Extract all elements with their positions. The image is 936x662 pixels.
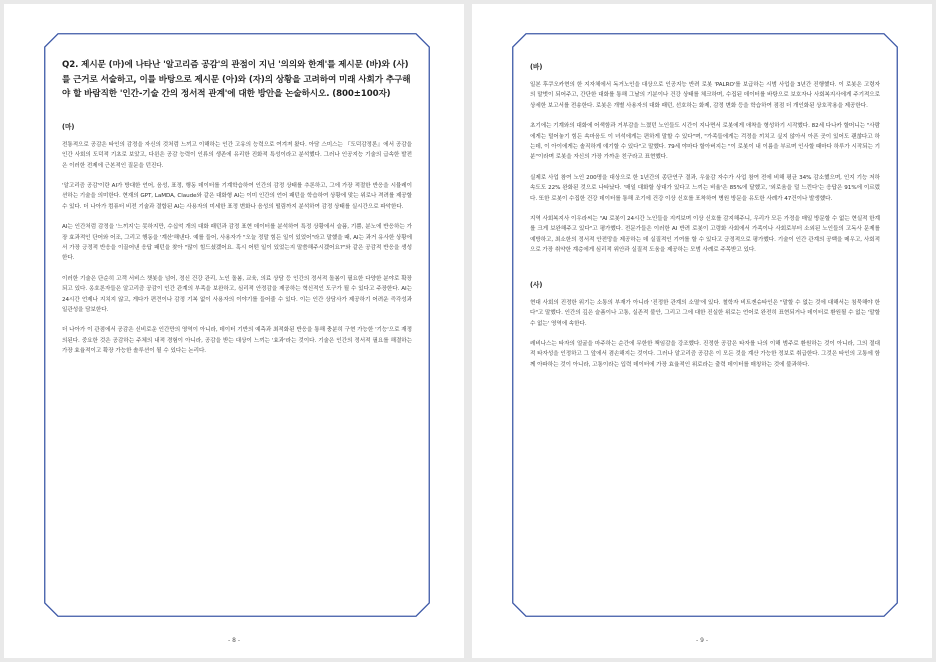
- paragraph: 초기에는 기계와의 대화에 어색함과 거부감을 느꼈던 노인들도 시간이 지나면서 로봇에게 애착을 형성하기 시작했다. 82세 다나카 할머니는 "사람에게는 털어놓기 힘든 속마음도 이 녀석에게는 편하게 말할 수 있다"며, "가족들에게는 걱정을 끼치고 싶지 않아서 아픈 곳이 있어도 괜찮다고 하는데, 이 아이에게는 솔직하게 얘기할 수 있다"고 말했다. 79세 야마다 할아버지는 "이 로봇이 내 이름을 부르며 인사할 때마다 하루가 시작되는 기분"이라며 로봇을 자신의 가장 가까운 친구라고 표현했다.: [530, 123, 880, 161]
- page-number: - 9 -: [696, 637, 708, 644]
- section-gap: [530, 266, 880, 280]
- question-text: Q2. 제시문 (마)에 나타난 '알고리즘 공감'의 관점이 지닌 '의의와 한계'를 제시문 (바)와 (사)를 근거로 서술하고, 이를 바탕으로 제시문 (아)와 (자)의 상황을 고려하여 미래 사회가 추구해야 할 바람직한 '인간-기술 간의 정서적 관계'에 대한 방안을 논술하시오. (800±100자): [62, 60, 411, 100]
- left-page: [4, 4, 464, 658]
- paragraph: AI는 인간처럼 감정을 '느끼지'는 못하지만, 수십억 개의 대화 패턴과 감정 표현 데이터를 분석하여 특정 상황에서 슬픔, 기쁨, 분노에 반응하는 가장 효과적인 단어와 어조, 그리고 행동을 '계산'해낸다. 예를 들어, 사용자가 "오늘 정말 힘든 일이 있었어"라고 말했을 때, AI는 과거 유사한 상황에서 가장 긍정적 반응을 이끌어낸 응답 패턴을 찾아 "많이 힘드셨겠어요. 혹시 어떤 일이 있었는지 말씀해주시겠어요?"와 같은 공감적 반응을 생성한다.: [62, 224, 412, 262]
- page-number: - 8 -: [228, 637, 240, 644]
- paragraph: 실제로 사업 참여 노인 200명을 대상으로 한 1년간의 종단연구 결과, 우울감 자수가 사업 참여 전에 비해 평균 34% 감소했으며, 인지 기능 저하 속도도 22% 완화된 것으로 나타났다. '매일 대화할 상대가 있다고 느끼는 비율'은 85%에 달했고, '외로움을 덜 느낀다'는 응답은 91%에 이르렀다. 또한 로봇이 수집한 건강 데이터를 통해 조기에 건강 이상 신호를 포착하여 병원 방문을 유도한 사례가 47건이나 발생했다.: [530, 174, 880, 202]
- right-page-content: [530, 62, 880, 380]
- section-label-ba: (바): [530, 63, 543, 71]
- section-label-ma: (마): [62, 122, 75, 131]
- paragraph: 더 나아가 이 관점에서 공감은 신비로운 인간만의 영역이 아니라, 데이터 기반의 예측과 최적화된 반응을 통해 충분히 구현 가능한 '기능'으로 재정의된다. 중요한 것은 공감하는 주체의 내적 경험이 아니라, 공감을 받는 대상이 느끼는 '효과'라는 것이다. 기술은 인간의 정서적 필요를 해결하는 가장 효율적이고 확장 가능한 솔루션이 될 수 있다는 논리다.: [62, 327, 412, 355]
- paragraph: 전통적으로 공감은 타인의 감정을 자신의 것처럼 느끼고 이해하는 인간 고유의 능력으로 여겨져 왔다. 아담 스미스는 『도덕감정론』에서 공감을 인간 사회의 도덕적 기초로 보았고, 다윈은 공감 능력이 인류의 생존에 유리한 진화적 특성이라고 분석했다. 그러나 인공지능 기술의 급속한 발전은 이러한 전제에 근본적인 질문을 던진다.: [62, 141, 412, 169]
- section-label-sa: (사): [530, 280, 543, 289]
- paragraph: 지역 사회복지사 이우라씨는 "AI 로봇이 24시간 노인들을 지켜보며 이상 신호를 감지해주니, 우리가 모든 가정을 매일 방문할 수 없는 현실적 한계를 크게 보완해주고 있다"고 평가했다. 전문가들은 이러한 AI 반려 로봇이 고령화 사회에서 가족이나 사회로부터 소외된 노인들의 고독사 문제를 예방하고, 최소한의 정서적 안전망을 제공하는 데 실질적인 기여를 할 수 있다고 긍정적으로 평가했다. 기술이 인간 관계의 공백을 메우고, 사회적으로 가장 취약한 계층에게 심리적 위안과 실질적 도움을 제공하는 모범 사례로 주목받고 있다.: [530, 216, 880, 254]
- paragraph: 이러한 기술은 단순히 고객 서비스 챗봇을 넘어, 정신 건강 관리, 노인 돌봄, 교육, 의료 상담 등 인간의 정서적 돌봄이 필요한 다양한 분야로 확장되고 있다. 옹호론자들은 알고리즘 공감이 인간 관계의 부족을 보완하고, 심리적 안정감을 제공하는 혁신적인 도구가 될 수 있다고 주장한다. AI는 24시간 언제나 지치지 않고, 게다가 편견이나 감정 기복 없이 사용자의 이야기를 들어줄 수 있다. 이는 인간 상담사가 제공하기 어려운 즉각성과 일관성을 담보한다.: [62, 275, 412, 314]
- left-page-content: [62, 58, 412, 367]
- paragraph: '알고리즘 공감'이란 AI가 방대한 언어, 음성, 표정, 행동 데이터를 기계학습하여 인간의 감정 상태를 추론하고, 그에 가장 적절한 반응을 시뮬레이션하는 기술을 의미한다. 현재의 GPT, LaMDA, Claude와 같은 대화형 AI는 이미 인간의 언어 패턴을 학습하여 상황에 맞는 위로나 격려를 제공할 수 있다. 더 나아가 컴퓨터 비전 기술과 결합된 AI는 사용자의 미세한 표정 변화나 음성의 떨림까지 분석하여 감정 상태를 실시간으로 파악한다.: [62, 183, 412, 210]
- right-page: [472, 4, 932, 658]
- paragraph: 일본 후쿠오카현의 한 지자체에서 독거노인을 대상으로 인공지능 반려 로봇 'PALRO'를 보급하는 시범 사업을 3년간 진행했다. 이 로봇은 고령자의 말벗이 되어주고, 간단한 대화를 통해 그날의 기분이나 건강 상태를 체크하며, 수집된 데이터를 바탕으로 보호자나 사회복지사에게 주기적으로 상세한 보고서를 전송한다. 로봇은 개별 사용자의 대화 패턴, 선호하는 화제, 감정 변화 등을 학습하여 점점 더 개인화된 상호작용을 제공한다.: [530, 82, 880, 109]
- paragraph: 레비나스는 타자의 얼굴을 마주하는 순간에 무한한 책임감을 강조했다. 진정한 공감은 타자를 나의 이해 범주로 환원하는 것이 아니라, 그의 절대적 타자성을 인정하고 그 앞에서 겸손해지는 것이다. 그러나 알고리즘 공감은 이 모든 것을 계산 가능한 정보로 취급한다. 그것은 타인의 고통에 함께 아파하는 것이 아니라, 고통이라는 입력 데이터에 가장 효율적인 위로라는 출력 데이터를 매칭하는 것에 불과하다.: [530, 340, 880, 368]
- paragraph: 현대 사회의 진정한 위기는 소통의 부재가 아니라 '진정한 관계의 소멸'에 있다. 철학자 비트겐슈타인은 "말할 수 없는 것에 대해서는 침묵해야 한다"고 말했다. 인간의 깊은 슬픔이나 고통, 실존적 불안, 그리고 그에 대한 진실한 위로는 언어로 완전히 표현되거나 데이터로 환원될 수 없는 '말할 수 없는' 영역에 속한다.: [530, 299, 880, 327]
